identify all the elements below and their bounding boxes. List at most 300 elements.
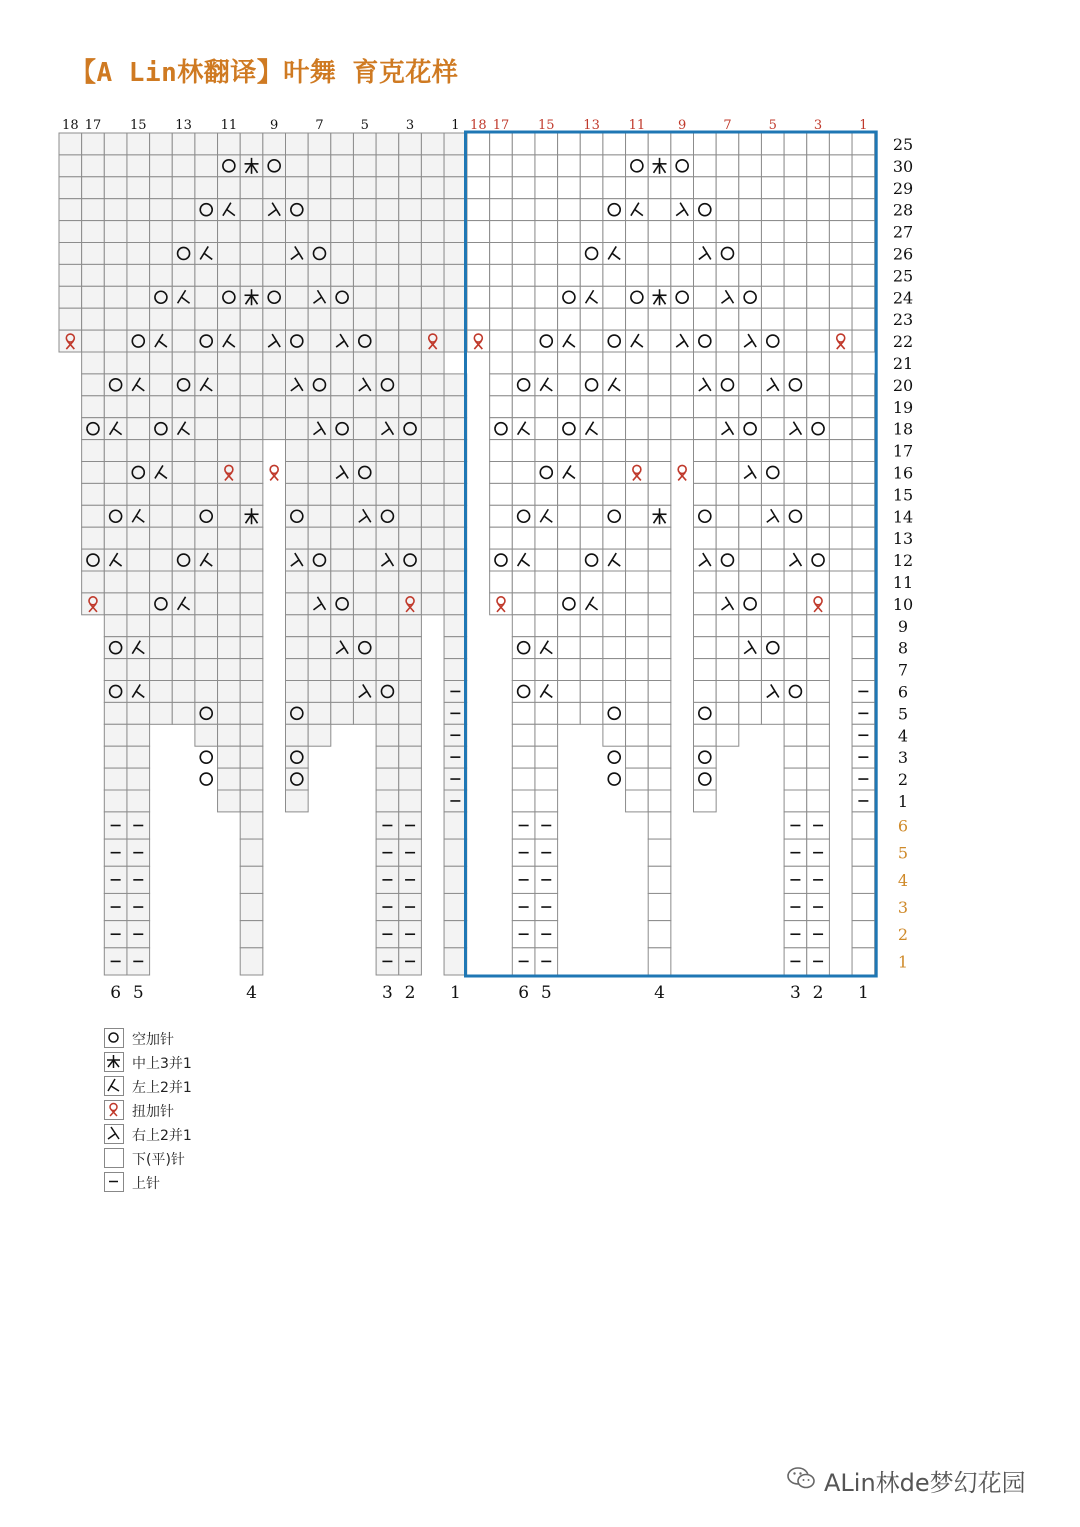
- chart-cell: [150, 440, 173, 462]
- chart-cell: [467, 199, 490, 221]
- chart-cell: [421, 286, 444, 308]
- chart-cell: [739, 593, 762, 615]
- chart-cell: [376, 593, 399, 615]
- chart-cell: [626, 549, 649, 571]
- chart-cell: [580, 330, 603, 352]
- chart-cell: [739, 396, 762, 418]
- chart-cell: [59, 243, 82, 265]
- chart-cell: [331, 593, 354, 615]
- chart-cell: [172, 593, 195, 615]
- chart-cell: [626, 681, 649, 703]
- chart-cell: [716, 681, 739, 703]
- chart-cell: [308, 483, 331, 505]
- chart-cell: [535, 418, 558, 440]
- chart-cell: [240, 330, 263, 352]
- chart-cell: [240, 866, 263, 893]
- chart-cell: [829, 286, 852, 308]
- chart-cell: [286, 155, 309, 177]
- chart-cell: [739, 177, 762, 199]
- chart-cell: [807, 352, 830, 374]
- chart-cell: [490, 505, 513, 527]
- chart-cell: [308, 199, 331, 221]
- chart-cell: [829, 505, 852, 527]
- legend-row-central-double-decrease: [104, 1052, 304, 1074]
- chart-cell: [807, 418, 830, 440]
- chart-cell: [127, 440, 150, 462]
- chart-cell: [353, 396, 376, 418]
- chart-cell: [716, 637, 739, 659]
- chart-cell: [807, 483, 830, 505]
- chart-cell: [648, 549, 671, 571]
- chart-cell: [104, 374, 127, 396]
- chart-cell: [580, 440, 603, 462]
- chart-cell: [512, 440, 535, 462]
- chart-cell: [421, 549, 444, 571]
- chart-cell: [104, 724, 127, 746]
- stitch-number: 17: [492, 118, 510, 133]
- chart-cell: [59, 155, 82, 177]
- chart-cell: [104, 790, 127, 812]
- chart-cell: [535, 571, 558, 593]
- chart-cell: [671, 243, 694, 265]
- chart-cell: [648, 866, 671, 893]
- chart-cell: [580, 659, 603, 681]
- chart-cell: [512, 505, 535, 527]
- right-chart-grid: [467, 133, 875, 975]
- chart-cell: [580, 374, 603, 396]
- chart-cell: [580, 681, 603, 703]
- chart-cell: [308, 396, 331, 418]
- chart-cell: [376, 286, 399, 308]
- chart-cell: [626, 527, 649, 549]
- chart-cell: [535, 155, 558, 177]
- chart-cell: [784, 483, 807, 505]
- row-label: 24: [892, 288, 914, 308]
- chart-cell: [353, 133, 376, 155]
- chart-cell: [739, 440, 762, 462]
- chart-cell: [716, 440, 739, 462]
- chart-cell: [150, 221, 173, 243]
- chart-cell: [421, 308, 444, 330]
- chart-cell: [852, 615, 875, 637]
- chart-cell: [331, 221, 354, 243]
- chart-cell: [127, 505, 150, 527]
- chart-cell: [150, 374, 173, 396]
- chart-cell: [218, 483, 241, 505]
- chart-cell: [852, 330, 875, 352]
- chart-cell: [490, 571, 513, 593]
- bottom-label: 1: [449, 983, 461, 1003]
- chart-cell: [716, 374, 739, 396]
- chart-cell: [195, 483, 218, 505]
- chart-cell: [308, 308, 331, 330]
- chart-cell: [127, 768, 150, 790]
- chart-cell: [331, 374, 354, 396]
- chart-cell: [331, 243, 354, 265]
- chart-cell: [694, 330, 717, 352]
- chart-cell: [671, 264, 694, 286]
- chart-cell: [104, 571, 127, 593]
- chart-cell: [240, 374, 263, 396]
- chart-cell: [829, 418, 852, 440]
- chart-cell: [399, 177, 422, 199]
- chart-cell: [648, 440, 671, 462]
- chart-cell: [127, 155, 150, 177]
- chart-cell: [104, 615, 127, 637]
- chart-cell: [59, 177, 82, 199]
- chart-cell: [150, 462, 173, 484]
- chart-cell: [558, 308, 581, 330]
- chart-cell: [807, 221, 830, 243]
- chart-cell: [694, 549, 717, 571]
- chart-cell: [535, 724, 558, 746]
- chart-cell: [59, 264, 82, 286]
- chart-cell: [150, 155, 173, 177]
- row-label: 21: [892, 353, 914, 373]
- chart-cell: [694, 352, 717, 374]
- chart-cell: [127, 549, 150, 571]
- chart-cell: [694, 505, 717, 527]
- chart-cell: [353, 549, 376, 571]
- chart-cell: [535, 440, 558, 462]
- chart-cell: [739, 221, 762, 243]
- chart-cell: [353, 352, 376, 374]
- chart-cell: [195, 462, 218, 484]
- chart-cell: [535, 133, 558, 155]
- chart-cell: [739, 505, 762, 527]
- chart-cell: [376, 768, 399, 790]
- chart-cell: [784, 681, 807, 703]
- chart-cell: [82, 133, 105, 155]
- chart-cell: [807, 243, 830, 265]
- chart-cell: [739, 462, 762, 484]
- chart-cell: [286, 221, 309, 243]
- row-label: 15: [892, 485, 914, 505]
- chart-cell: [263, 286, 286, 308]
- chart-cell: [694, 615, 717, 637]
- chart-cell: [739, 352, 762, 374]
- bottom-label: 6: [518, 983, 530, 1003]
- chart-cell: [535, 659, 558, 681]
- chart-cell: [784, 418, 807, 440]
- chart-cell: [376, 155, 399, 177]
- chart-cell: [353, 418, 376, 440]
- chart-cell: [626, 483, 649, 505]
- chart-cell: [852, 593, 875, 615]
- chart-cell: [852, 839, 875, 866]
- chart-cell: [376, 724, 399, 746]
- chart-cell: [104, 527, 127, 549]
- chart-cell: [603, 571, 626, 593]
- chart-cell: [127, 702, 150, 724]
- chart-cell: [286, 352, 309, 374]
- chart-cell: [784, 790, 807, 812]
- chart-cell: [512, 681, 535, 703]
- chart-cell: [852, 308, 875, 330]
- yarn-over-icon: [200, 773, 212, 785]
- chart-cell: [807, 724, 830, 746]
- chart-cell: [150, 396, 173, 418]
- chart-cell: [286, 593, 309, 615]
- chart-cell: [648, 893, 671, 920]
- chart-cell: [512, 199, 535, 221]
- chart-cell: [444, 921, 467, 948]
- legend-row-right-decrease: [104, 1124, 304, 1146]
- chart-cell: [784, 440, 807, 462]
- chart-cell: [648, 133, 671, 155]
- chart-cell: [308, 418, 331, 440]
- chart-cell: [580, 418, 603, 440]
- chart-cell: [218, 768, 241, 790]
- chart-cell: [218, 330, 241, 352]
- chart-cell: [739, 155, 762, 177]
- chart-cell: [807, 527, 830, 549]
- chart-cell: [603, 264, 626, 286]
- row-label: 18: [892, 419, 914, 439]
- chart-cell: [671, 352, 694, 374]
- chart-cell: [444, 155, 467, 177]
- chart-cell: [671, 221, 694, 243]
- chart-cell: [150, 571, 173, 593]
- chart-cell: [240, 396, 263, 418]
- chart-cell: [671, 155, 694, 177]
- chart-cell: [444, 866, 467, 893]
- chart-cell: [739, 243, 762, 265]
- chart-cell: [739, 637, 762, 659]
- chart-cell: [308, 702, 331, 724]
- chart-cell: [376, 199, 399, 221]
- chart-cell: [648, 483, 671, 505]
- chart-cell: [558, 659, 581, 681]
- chart-cell: [399, 243, 422, 265]
- chart-cell: [240, 812, 263, 839]
- chart-cell: [807, 286, 830, 308]
- chart-cell: [127, 790, 150, 812]
- chart-cell: [761, 221, 784, 243]
- chart-cell: [558, 440, 581, 462]
- chart-cell: [308, 593, 331, 615]
- chart-cell: [263, 396, 286, 418]
- chart-cell: [376, 615, 399, 637]
- chart-cell: [399, 330, 422, 352]
- chart-cell: [784, 659, 807, 681]
- chart-cell: [761, 243, 784, 265]
- chart-cell: [172, 243, 195, 265]
- chart-cell: [127, 462, 150, 484]
- chart-cell: [444, 374, 467, 396]
- chart-cell: [172, 571, 195, 593]
- chart-cell: [739, 549, 762, 571]
- chart-cell: [490, 549, 513, 571]
- chart-cell: [263, 155, 286, 177]
- chart-cell: [694, 264, 717, 286]
- chart-cell: [580, 308, 603, 330]
- chart-cell: [150, 549, 173, 571]
- chart-cell: [829, 352, 852, 374]
- chart-cell: [263, 374, 286, 396]
- chart-cell: [218, 133, 241, 155]
- chart-cell: [535, 637, 558, 659]
- stitch-number: 3: [405, 118, 415, 133]
- chart-cell: [444, 527, 467, 549]
- chart-cell: [59, 286, 82, 308]
- chart-cell: [716, 505, 739, 527]
- chart-cell: [263, 308, 286, 330]
- chart-cell: [535, 462, 558, 484]
- chart-cell: [829, 396, 852, 418]
- chart-cell: [626, 768, 649, 790]
- chart-cell: [444, 199, 467, 221]
- chart-cell: [444, 396, 467, 418]
- chart-cell: [626, 790, 649, 812]
- stitch-number: 17: [84, 118, 102, 133]
- chart-cell: [263, 221, 286, 243]
- chart-cell: [603, 199, 626, 221]
- chart-cell: [286, 746, 309, 768]
- chart-cell: [490, 483, 513, 505]
- chart-cell: [558, 396, 581, 418]
- chart-cell: [444, 593, 467, 615]
- stitch-number: 9: [678, 118, 687, 133]
- chart-cell: [512, 462, 535, 484]
- chart-cell: [286, 790, 309, 812]
- chart-cell: [603, 659, 626, 681]
- chart-cell: [421, 199, 444, 221]
- chart-cell: [444, 418, 467, 440]
- chart-cell: [353, 637, 376, 659]
- chart-cell: [784, 374, 807, 396]
- chart-cell: [694, 483, 717, 505]
- chart-cell: [829, 308, 852, 330]
- chart-cell: [490, 177, 513, 199]
- chart-cell: [739, 571, 762, 593]
- chart-cell: [444, 505, 467, 527]
- row-label: 13: [892, 529, 914, 549]
- chart-cell: [490, 243, 513, 265]
- chart-cell: [127, 571, 150, 593]
- chart-cell: [150, 308, 173, 330]
- chart-cell: [444, 264, 467, 286]
- chart-cell: [490, 374, 513, 396]
- chart-cell: [807, 746, 830, 768]
- chart-cell: [240, 637, 263, 659]
- chart-cell: [195, 702, 218, 724]
- chart-cell: [671, 133, 694, 155]
- chart-cell: [761, 374, 784, 396]
- chart-cell: [512, 396, 535, 418]
- chart-cell: [512, 549, 535, 571]
- chart-cell: [739, 308, 762, 330]
- chart-cell: [784, 702, 807, 724]
- chart-cell: [603, 462, 626, 484]
- yarn-over-icon: [200, 751, 212, 763]
- chart-cell: [218, 681, 241, 703]
- chart-cell: [331, 615, 354, 637]
- chart-cell: [761, 133, 784, 155]
- row-label: 26: [892, 244, 914, 264]
- chart-cell: [240, 177, 263, 199]
- chart-cell: [512, 264, 535, 286]
- chart-cell: [263, 352, 286, 374]
- chart-cell: [716, 286, 739, 308]
- chart-cell: [240, 702, 263, 724]
- chart-cell: [512, 155, 535, 177]
- chart-cell: [784, 308, 807, 330]
- chart-cell: [399, 746, 422, 768]
- chart-cell: [150, 264, 173, 286]
- chart-cell: [716, 462, 739, 484]
- chart-cell: [648, 746, 671, 768]
- chart-cell: [535, 702, 558, 724]
- legend-row-left-decrease: [104, 1076, 304, 1098]
- chart-cell: [580, 549, 603, 571]
- chart-cell: [263, 330, 286, 352]
- chart-cell: [626, 221, 649, 243]
- chart-cell: [353, 505, 376, 527]
- chart-cell: [104, 637, 127, 659]
- row-label: 16: [892, 463, 914, 483]
- chart-cell: [512, 702, 535, 724]
- chart-cell: [512, 637, 535, 659]
- row-label: 10: [892, 594, 914, 614]
- chart-cell: [421, 418, 444, 440]
- row-label: 2: [897, 925, 909, 945]
- chart-cell: [308, 177, 331, 199]
- knit-icon: [104, 1148, 124, 1168]
- chart-cell: [535, 330, 558, 352]
- chart-cell: [421, 571, 444, 593]
- chart-cell: [308, 286, 331, 308]
- chart-cell: [399, 615, 422, 637]
- chart-cell: [671, 396, 694, 418]
- chart-cell: [784, 264, 807, 286]
- chart-cell: [467, 286, 490, 308]
- chart-cell: [286, 462, 309, 484]
- chart-cell: [240, 724, 263, 746]
- row-label: 23: [892, 310, 914, 330]
- chart-cell: [694, 177, 717, 199]
- chart-cell: [331, 396, 354, 418]
- chart-cell: [626, 264, 649, 286]
- chart-cell: [626, 440, 649, 462]
- chart-cell: [331, 133, 354, 155]
- chart-cell: [376, 440, 399, 462]
- stitch-number: 9: [270, 118, 279, 133]
- chart-cell: [286, 264, 309, 286]
- chart-cell: [104, 199, 127, 221]
- chart-cell: [376, 330, 399, 352]
- chart-cell: [195, 286, 218, 308]
- chart-cell: [308, 352, 331, 374]
- chart-cell: [784, 286, 807, 308]
- chart-cell: [829, 593, 852, 615]
- chart-cell: [240, 243, 263, 265]
- chart-cell: [580, 462, 603, 484]
- chart-cell: [240, 462, 263, 484]
- chart-cell: [694, 571, 717, 593]
- chart-cell: [512, 571, 535, 593]
- chart-cell: [807, 549, 830, 571]
- chart-cell: [399, 462, 422, 484]
- chart-cell: [104, 286, 127, 308]
- chart-cell: [648, 330, 671, 352]
- chart-cell: [626, 374, 649, 396]
- chart-cell: [852, 948, 875, 975]
- chart-cell: [739, 659, 762, 681]
- chart-cell: [353, 177, 376, 199]
- chart-cell: [490, 199, 513, 221]
- chart-cell: [82, 264, 105, 286]
